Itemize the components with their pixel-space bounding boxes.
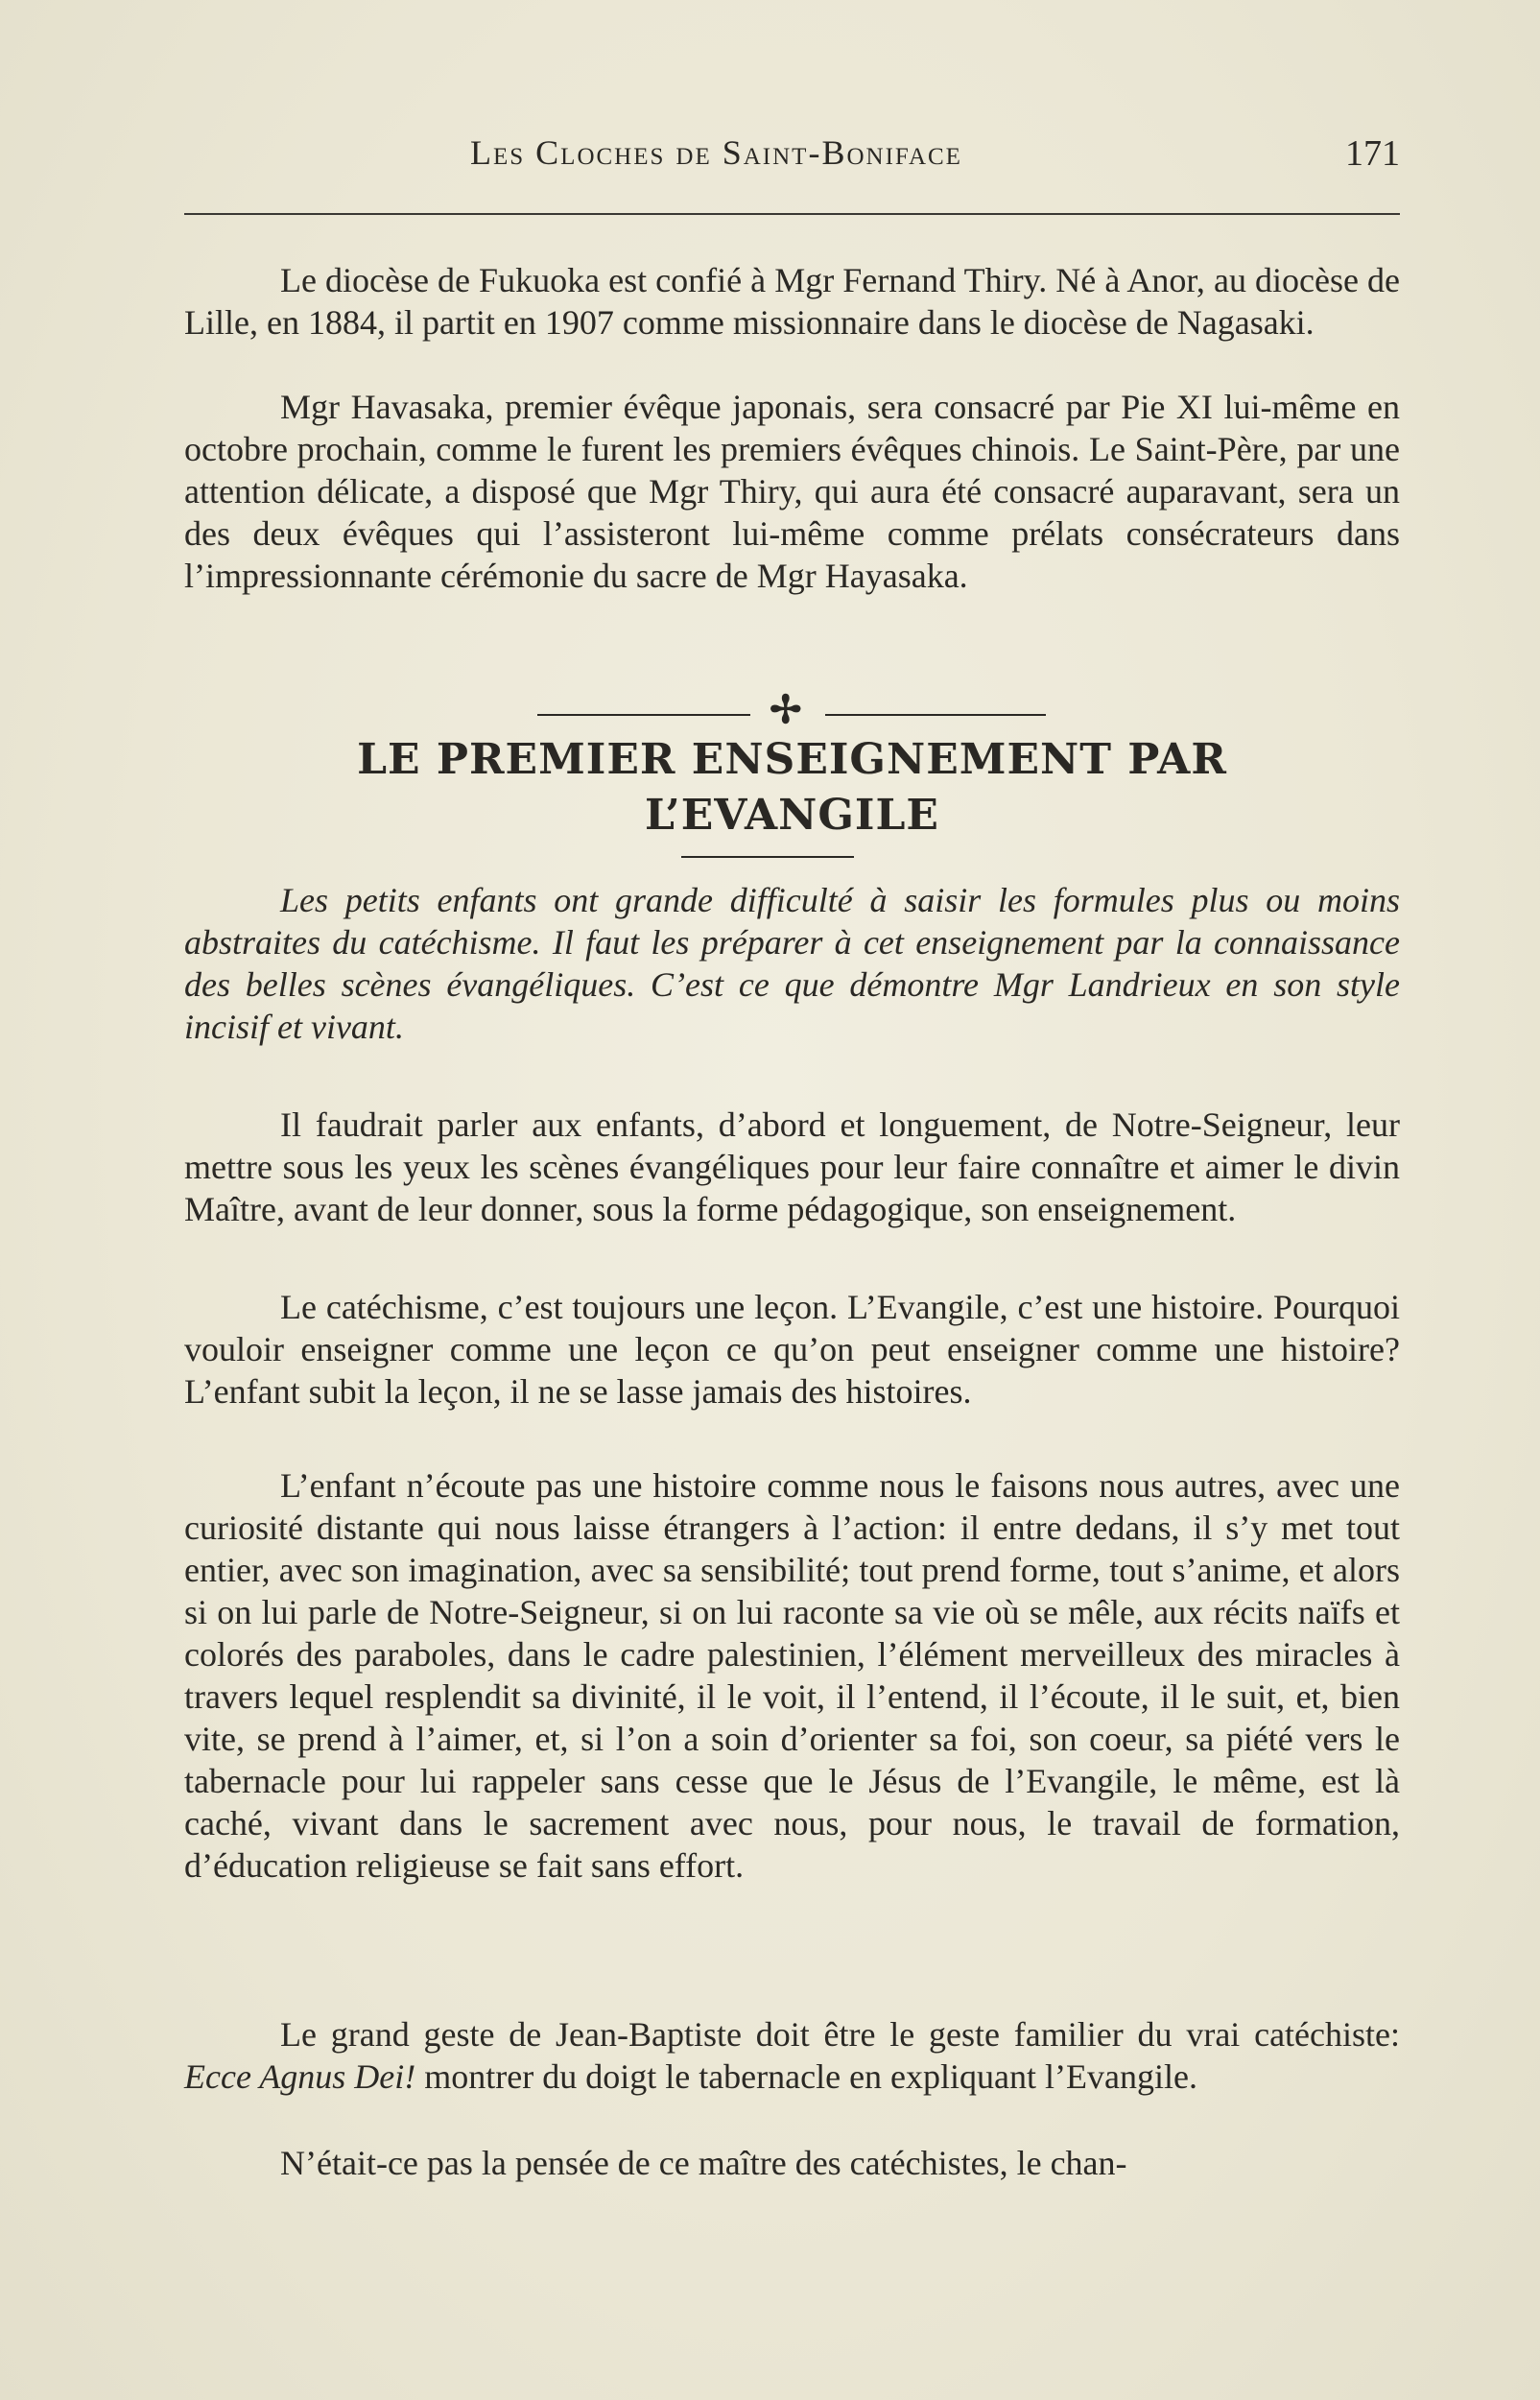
intro-paragraph-1: Le diocèse de Fukuoka est confié à Mgr Fernand Thiry. Né à Anor, au diocèse de Lille, en 1884, il partit en 1907 comme missionnaire dans le diocèse de Nagasaki. xyxy=(184,261,1400,342)
title-rule xyxy=(681,856,854,858)
geste-text-end: montrer du doigt le tabernacle en expliquant l’Evangile. xyxy=(415,2057,1197,2096)
article-paragraph-2: Le catéchisme, c’est toujours une leçon. L’Evangile, c’est une histoire. Pourquoi vouloir enseigner comme une leçon ce qu’on peut enseigner comme une histoire? L’enfant subit la leçon, il ne se lasse jamais des histoires. xyxy=(184,1288,1400,1411)
article-title-line-2: L’EVANGILE xyxy=(645,791,939,840)
cross-icon: ✢ xyxy=(770,687,802,732)
article-lead-italic: Les petits enfants ont grande difficulté à saisir les formules plus ou moins abstraites du catéchisme. Il faut les préparer à cet enseignement par la connaissance des belles scènes évangéliques. C’est ce que démontre Mgr Landrieux en son style incisif et vivant. xyxy=(184,881,1400,1046)
article-paragraph-5: N’était-ce pas la pensée de ce maître des catéchistes, le chan- xyxy=(280,2144,1127,2182)
ecce-agnus-dei: Ecce Agnus Dei! xyxy=(184,2057,416,2096)
page-number: 171 xyxy=(1345,133,1400,174)
ornament-left-rule xyxy=(537,714,750,716)
header-rule xyxy=(184,213,1400,215)
article-paragraph-3: L’enfant n’écoute pas une histoire comme nous le faisons nous autres, avec une curiosité distante qui nous laisse étrangers à l’action: il entre dedans, il s’y met tout entier, avec son imagination, avec sa sensibilité; tout prend forme, tout s’anime, et alors si on lui parle de Notre-Seigneur, si on lui raconte sa vie où se mêle, aux récits naïfs et colorés des paraboles, dans le cadre palestinien, l’élément merveilleux des miracles à travers lequel resplendit sa divinité, il le voit, il l’entend, il l’écoute, il le suit, et, bien vite, se prend à l’aimer, et, si l’on a soin d’orienter sa foi, son coeur, sa piété vers le tabernacle pour lui rappeler sans cesse que le Jésus de l’Evangile, le même, est là caché, vivant dans le sacrement avec nous, pour nous, le travail de formation, d’éducation religieuse se fait sans effort. xyxy=(184,1466,1400,1885)
running-title: Les Cloches de Saint-Boniface xyxy=(470,133,962,172)
geste-text-start: Le grand geste de Jean-Baptiste doit être le geste familier du vrai catéchiste: xyxy=(280,2015,1400,2054)
ornament-right-rule xyxy=(825,714,1046,716)
running-head xyxy=(184,132,1400,190)
article-title-line-1: LE PREMIER ENSEIGNEMENT PAR xyxy=(357,735,1227,784)
article-paragraph-4 xyxy=(184,2013,1400,2098)
intro-paragraph-2: Mgr Havasaka, premier évêque japonais, sera consacré par Pie XI lui-même en octobre prochain, comme le furent les premiers évêques chinois. Le Saint-Père, par une attention délicate, a disposé que Mgr Thiry, qui aura été consacré auparavant, sera un des deux évêques qui l’assisteront lui-même comme prélats consécrateurs dans l’impressionnante cérémonie du sacre de Mgr Hayasaka. xyxy=(184,388,1400,595)
section-ornament xyxy=(537,687,1046,733)
article-paragraph-1: Il faudrait parler aux enfants, d’abord et longuement, de Notre-Seigneur, leur mettre sous les yeux les scènes évangéliques pour leur faire connaître et aimer le divin Maître, avant de leur donner, sous la forme pédagogique, son enseignement. xyxy=(184,1105,1400,1228)
